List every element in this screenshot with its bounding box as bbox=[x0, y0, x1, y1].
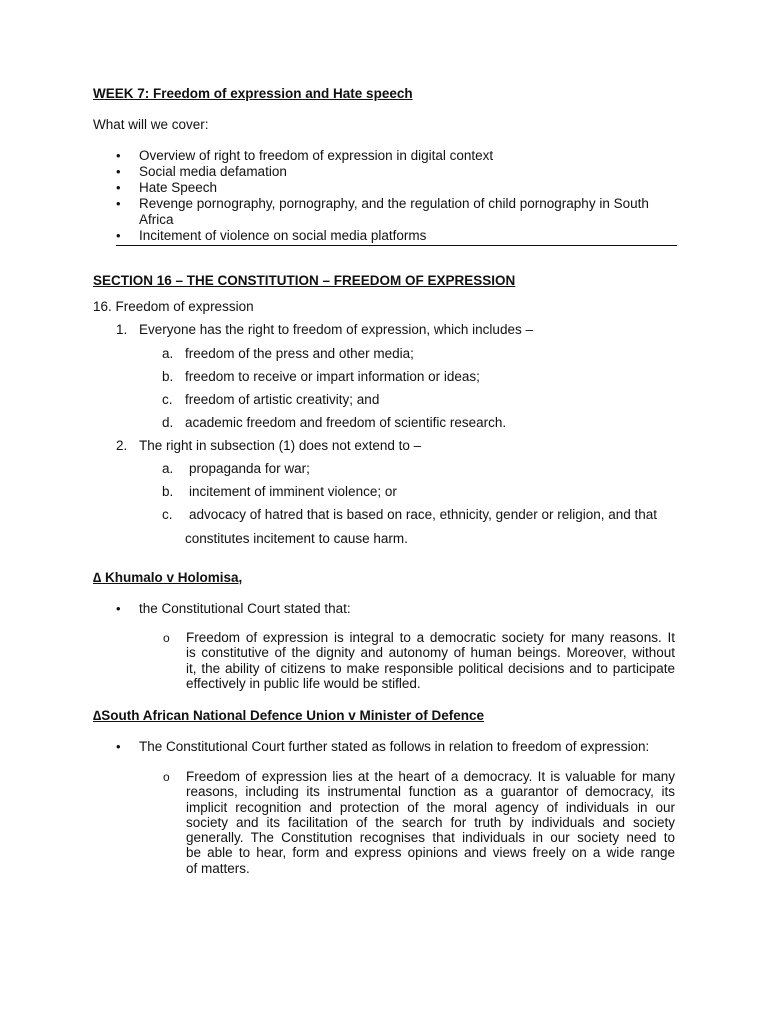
item-letter: c. bbox=[162, 507, 173, 522]
case-bullet-text: The Constitutional Court further stated as follows in relation to freedom of expression: bbox=[139, 739, 650, 754]
bullet-icon: • bbox=[116, 228, 121, 243]
case-bullet-text: the Constitutional Court stated that: bbox=[139, 601, 351, 616]
quote-line: be able to hear, form and express opinions and views freely on a wide range bbox=[186, 845, 675, 861]
topic-item: Overview of right to freedom of expression in digital context bbox=[139, 148, 494, 163]
topic-item: Incitement of violence on social media platforms bbox=[139, 228, 427, 243]
quote-line: generally. The Constitution recognises that individuals in our society need to bbox=[186, 830, 675, 846]
quote-line: Freedom of expression is integral to a democratic society for many reasons. It bbox=[186, 630, 675, 645]
topic-item: Social media defamation bbox=[139, 164, 287, 179]
item-letter: b. bbox=[162, 484, 174, 499]
week-heading: WEEK 7: Freedom of expression and Hate speech bbox=[93, 86, 413, 101]
section-title: 16. Freedom of expression bbox=[93, 299, 254, 314]
subsection-number: 2. bbox=[116, 438, 128, 453]
topic-item: Revenge pornography, pornography, and the regulation of child pornography in South bbox=[139, 196, 649, 211]
bullet-icon: • bbox=[116, 601, 121, 616]
item-letter: c. bbox=[162, 392, 173, 407]
bullet-icon: • bbox=[116, 148, 121, 163]
bullet-icon: • bbox=[116, 164, 121, 179]
quote-line: reasons, including its instrumental function as a guarantor of democracy, its bbox=[186, 784, 675, 800]
item-text: freedom of artistic creativity; and bbox=[185, 392, 380, 407]
item-letter: b. bbox=[162, 369, 174, 384]
subsection-number: 1. bbox=[116, 322, 128, 337]
item-letter: a. bbox=[162, 346, 174, 361]
bullet-icon: • bbox=[116, 739, 121, 754]
subsection-text: The right in subsection (1) does not extend to – bbox=[139, 438, 422, 453]
case-quote bbox=[186, 630, 675, 691]
quote-line: it, the ability of citizens to make responsible political decisions and to participate bbox=[186, 660, 675, 676]
topic-item: Hate Speech bbox=[139, 180, 218, 195]
circle-bullet-icon: o bbox=[163, 631, 170, 645]
topic-item-continued: Africa bbox=[139, 212, 174, 227]
quote-line: society and its facilitation of the search for truth by individuals and society bbox=[186, 814, 675, 830]
case-heading: ∆ Khumalo v Holomisa, bbox=[93, 570, 243, 585]
bullet-icon: • bbox=[116, 180, 121, 195]
item-text: academic freedom and freedom of scientific research. bbox=[185, 415, 507, 430]
item-text: freedom of the press and other media; bbox=[185, 346, 414, 361]
item-text-continued: constitutes incitement to cause harm. bbox=[185, 531, 408, 546]
case-heading: ∆South African National Defence Union v Minister of Defence bbox=[93, 708, 485, 723]
bullet-icon: • bbox=[116, 196, 121, 211]
item-letter: a. bbox=[162, 461, 174, 476]
quote-line: Freedom of expression lies at the heart of a democracy. It is valuable for many bbox=[186, 769, 675, 784]
case-quote bbox=[186, 769, 675, 876]
quote-line: is constitutive of the dignity and autonomy of human beings. Moreover, without bbox=[186, 645, 675, 661]
circle-bullet-icon: o bbox=[163, 770, 170, 784]
quote-line: effectively in public life would be stifled. bbox=[186, 675, 421, 691]
intro-text: What will we cover: bbox=[93, 117, 209, 132]
item-text: incitement of imminent violence; or bbox=[189, 484, 397, 499]
section-heading: SECTION 16 – THE CONSTITUTION – FREEDOM OF EXPRESSION bbox=[93, 273, 516, 288]
quote-line: of matters. bbox=[186, 860, 250, 876]
horizontal-rule bbox=[116, 245, 677, 246]
item-letter: d. bbox=[162, 415, 174, 430]
item-text: freedom to receive or impart information or ideas; bbox=[185, 369, 480, 384]
item-text: propaganda for war; bbox=[189, 461, 310, 476]
item-text: advocacy of hatred that is based on race, ethnicity, gender or religion, and that bbox=[189, 507, 658, 522]
quote-line: implicit recognition and protection of the moral agency of individuals in our bbox=[186, 799, 675, 815]
subsection-text: Everyone has the right to freedom of expression, which includes – bbox=[139, 322, 533, 337]
